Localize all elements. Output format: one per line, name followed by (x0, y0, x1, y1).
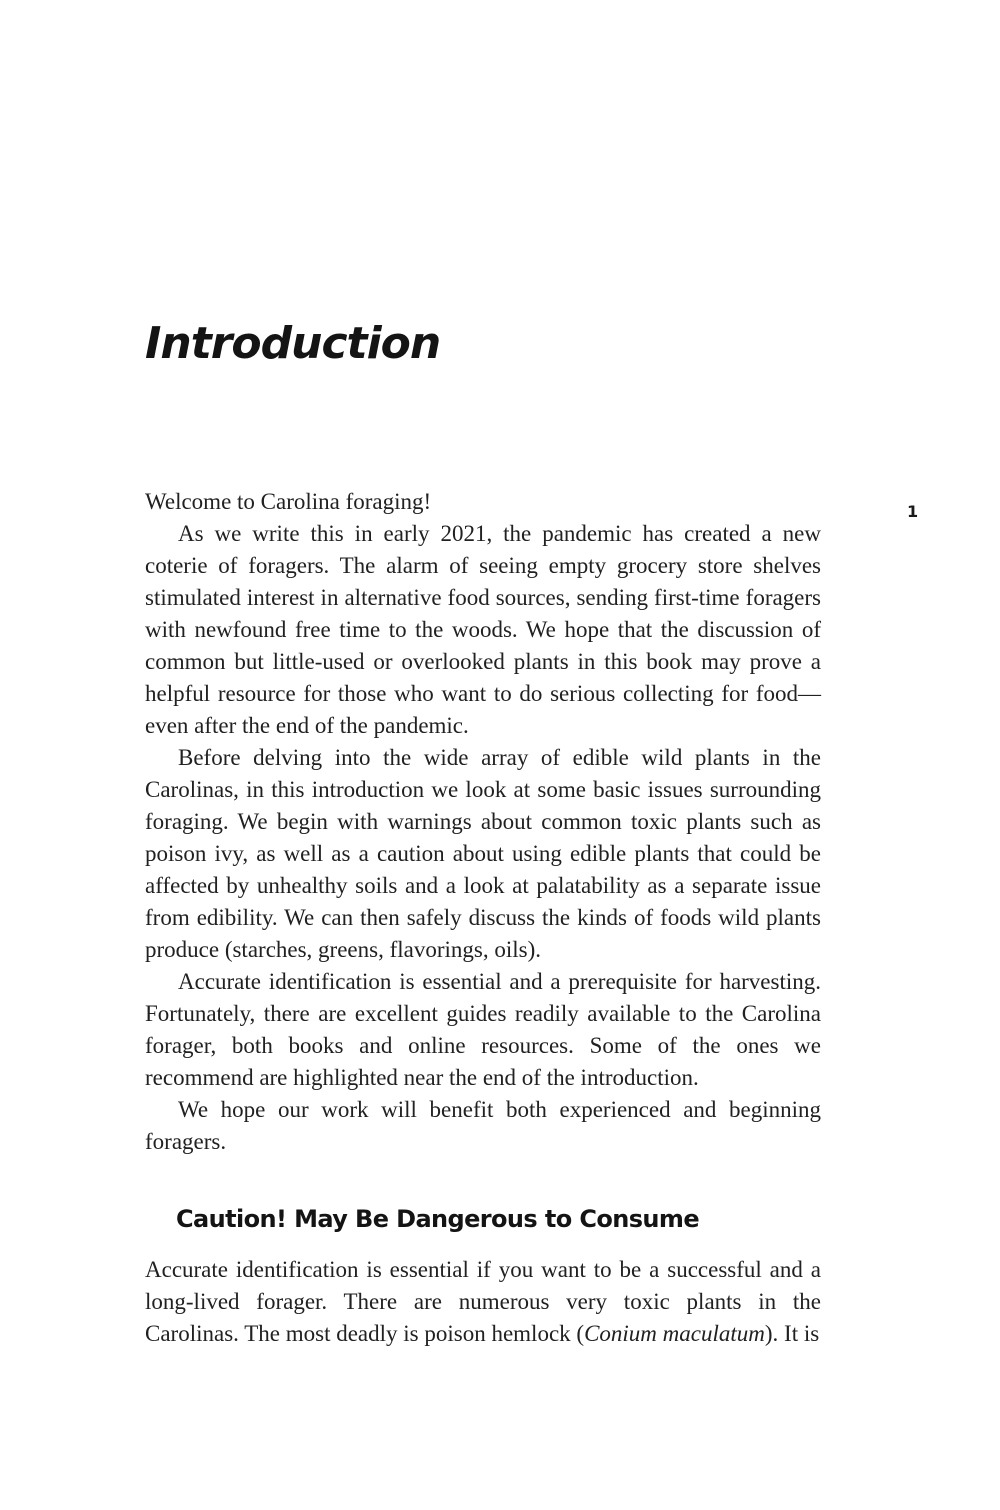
caution-body-text (145, 1254, 821, 1350)
paragraph (145, 742, 821, 966)
section-heading-caution: Caution! May Be Dangerous to Consume (176, 1205, 700, 1233)
paragraph-text: Welcome to Carolina foraging! (145, 489, 432, 514)
paragraph-text: ). It is (764, 1321, 820, 1346)
paragraph (145, 1254, 821, 1350)
paragraph (145, 486, 821, 518)
paragraph (145, 966, 821, 1094)
paragraph (145, 518, 821, 742)
latin-species-name: Conium maculatum (584, 1321, 765, 1346)
paragraph-text: We hope our work will benefit both experienced and beginning foragers. (145, 1097, 821, 1154)
paragraph-text: Before delving into the wide array of edible wild plants in the Carolinas, in this introduction we look at some basic issues surrounding foraging. We begin with warnings about common toxic plants such as poison ivy, as well as a caution about using edible plants that could be affected by unhealthy soils and a look at palatability as a separate issue from edibility. We can then safely discuss the kinds of foods wild plants produce (starches, greens, flavorings, oils). (145, 745, 821, 962)
paragraph-text: Accurate identification is essential and a prerequisite for harvesting. Fortunately, there are excellent guides readily available to the Carolina forager, both books and online resources. Some of the ones we recommend are highlighted near the end of the introduction. (145, 969, 821, 1090)
paragraph (145, 1094, 821, 1158)
page-number: 1 (907, 502, 919, 521)
intro-body-text (145, 486, 821, 1158)
page-content (145, 0, 821, 1350)
paragraph-text: Accurate identification is essential if you want to be a successful and a long-lived forager. There are numerous very toxic plants in the Carolinas. The most deadly is poison hemlock ( (145, 1257, 821, 1346)
paragraph-text: As we write this in early 2021, the pandemic has created a new coterie of foragers. The alarm of seeing empty grocery store shelves stimulated interest in alternative food sources, sending first-time foragers with newfound free time to the woods. We hope that the discussion of common but little-used or overlooked plants in this book may prove a helpful resource for those who want to do serious collecting for food—even after the end of the pandemic. (145, 521, 821, 738)
chapter-title: Introduction (145, 318, 441, 369)
